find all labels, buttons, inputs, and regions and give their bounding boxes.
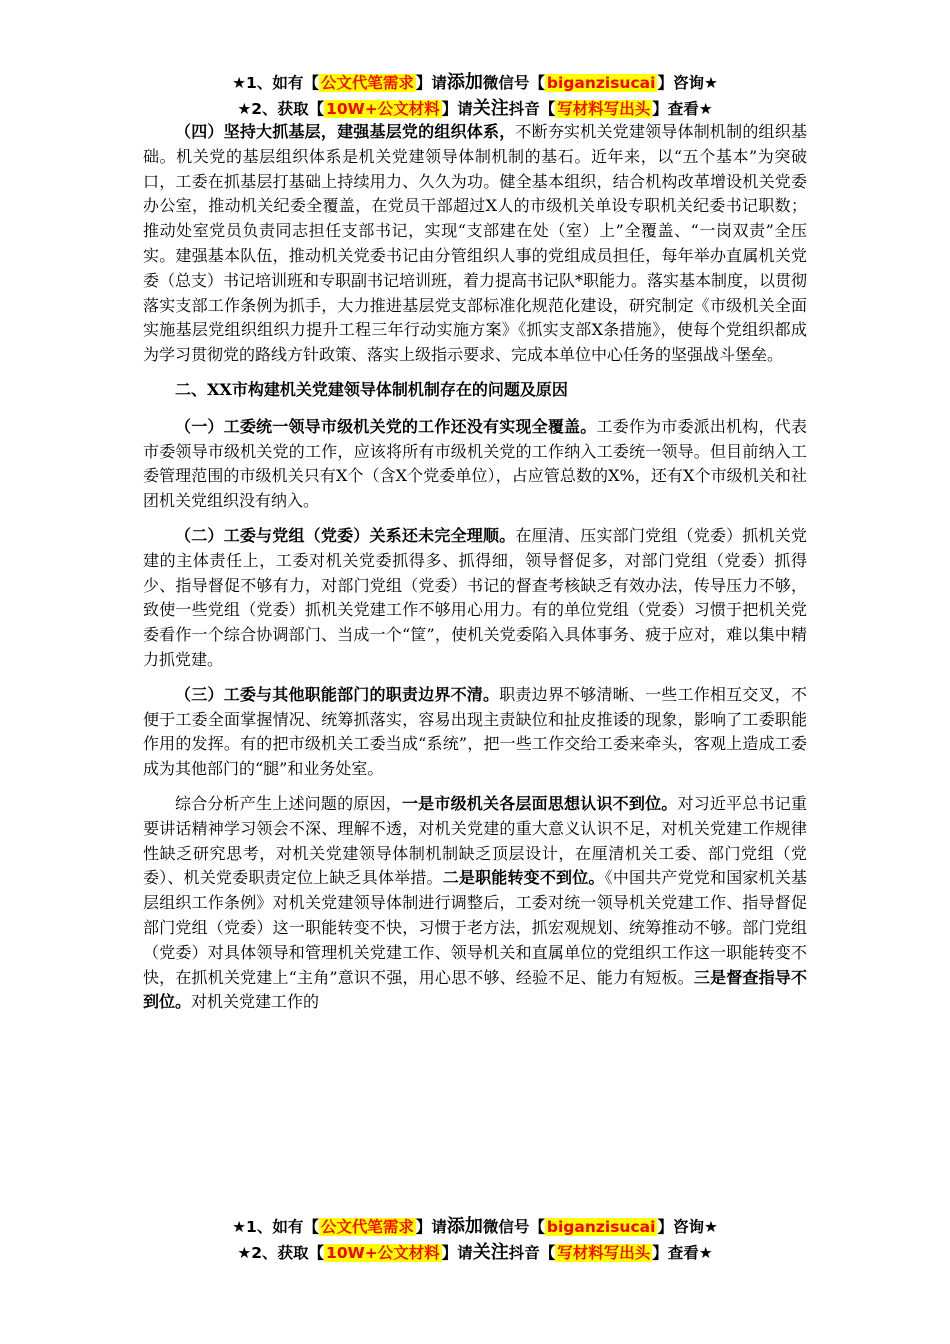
paragraph-text: 对习近平总书记重要讲话精神学习领会不深、理解不透，对机关党建的重大意义认识不足，对机关党建工作规律性缺乏研究思考，对机关党建领导体制机制缺乏顶层设计，在厘清机关工委、部门党组（党委）、机关党委职责定位上缺乏具体举措。 [143, 793, 807, 888]
cause-heading-2: 二是职能转变不到位。 [442, 868, 605, 888]
banner-text: 微信号【 [482, 74, 545, 92]
document-body [143, 120, 807, 1025]
banner-text: 】咨询★ [657, 1218, 718, 1236]
banner-line-2 [0, 96, 950, 122]
banner-text: 】请 [415, 74, 447, 92]
banner-highlight: 公文代笔需求 [320, 74, 414, 92]
banner-line-1 [0, 1214, 950, 1240]
paragraph-basic-organization [143, 120, 807, 368]
banner-wechat-id: biganzisucai [546, 74, 656, 92]
paragraph-heading: （三）工委与其他职能部门的职责边界不清。 [175, 684, 500, 704]
banner-highlight: 10W+公文材料 [326, 100, 440, 118]
banner-text: 抖音【 [508, 100, 556, 118]
paragraph-text: 在厘清、压实部门党组（党委）抓机关党建的主体责任上，工委对机关党委抓得多、抓得细，领导督促多，对部门党组（党委）抓得少、指导督促不够有力，对部门党组（党委）书记的督查考核缺乏有效办法，传导压力不够，致使一些党组（党委）抓机关党建工作不够用心用力。有的单位党组（党委）习惯于把机关党委看作一个综合协调部门、当成一个“筐”，使机关党委陷入具体事务、疲于应对，难以集中精力抓党建。 [143, 525, 807, 669]
paragraph-heading: （一）工委统一领导市级机关党的工作还没有实现全覆盖。 [175, 416, 597, 436]
banner-text: 】请 [441, 100, 473, 118]
banner-text: 】查看★ [652, 100, 713, 118]
footer-banner [0, 1214, 950, 1266]
banner-text: ★1、如有【 [232, 1218, 319, 1236]
banner-emphasis: 关注 [472, 98, 509, 119]
paragraph-text: 工委作为市委派出机构，代表市委领导市级机关党的工作，应该将所有市级机关党的工作纳入工委统一领导。但目前纳入工委管理范围的市级机关只有X个（含X个党委单位），占应管总数的X%，还有X个市级机关和社团机关党组织没有纳入。 [143, 416, 807, 511]
paragraph-text: 《中国共产党党和国家机关基层组织工作条例》对机关党建领导体制进行调整后，工委对统一领导机关党建工作、指导督促部门党组（党委）这一职能转变不快，习惯于老方法，抓宏观规划、统筹推动不够。部门党组（党委）对具体领导和管理机关党建工作、领导机关和直属单位的党组织工作这一职能转变不快，在抓机关党建上“主角”意识不强，用心思不够、经验不足、能力有短板。 [143, 868, 807, 987]
banner-text: 抖音【 [508, 1244, 556, 1262]
banner-text: ★2、获取【 [237, 100, 325, 118]
banner-text: ★1、如有【 [232, 74, 319, 92]
banner-text: 】请 [441, 1244, 473, 1262]
banner-highlight: 10W+公文材料 [326, 1244, 440, 1262]
paragraph-problem-1 [143, 415, 807, 514]
cause-heading-1: 一是市级机关各层面思想认识不到位。 [401, 793, 678, 813]
banner-emphasis: 关注 [472, 1242, 509, 1263]
section-heading: 二、XX市构建机关党建领导体制机制存在的问题及原因 [175, 379, 568, 399]
banner-highlight: 公文代笔需求 [320, 1218, 414, 1236]
paragraph-heading: （四）坚持大抓基层，建强基层党的组织体系， [175, 122, 516, 141]
paragraph-text: 对机关党建工作的 [191, 992, 320, 1012]
banner-text: 】请 [415, 1218, 447, 1236]
paragraph-problem-3 [143, 683, 807, 782]
banner-line-1 [0, 70, 950, 96]
banner-wechat-id: biganzisucai [546, 1218, 656, 1236]
cause-heading-3: 三是督查指导不到位。 [143, 967, 807, 1012]
banner-emphasis: 添加 [446, 1216, 483, 1237]
paragraph-text: 综合分析产生上述问题的原因， [175, 793, 402, 813]
paragraph-text: 职责边界不够清晰、一些工作相互交叉，不便于工委全面掌握情况、统筹抓落实，容易出现主责缺位和扯皮推诿的现象，影响了工委职能作用的发挥。有的把市级机关工委当成“系统”，把一些工作交给工委来牵头，客观上造成工委成为其他部门的“腿”和业务处室。 [143, 684, 807, 779]
paragraph-problem-2 [143, 524, 807, 673]
banner-douyin-id: 写材料写出头 [557, 1244, 651, 1262]
banner-line-2 [0, 1240, 950, 1266]
banner-text: 】咨询★ [657, 74, 718, 92]
banner-emphasis: 添加 [446, 72, 483, 93]
banner-text: 】查看★ [652, 1244, 713, 1262]
paragraph-text: 不断夯实机关党建领导体制机制的组织基础。机关党的基层组织体系是机关党建领导体制机制的基石。近年来，以“五个基本”为突破口，工委在抓基层打基础上持续用力、久久为功。健全基本组织，结合机构改革增设机关党委办公室，推动机关纪委全覆盖，在党员干部超过X人的市级机关单设专职机关纪委书记职数；推动处室党员负责同志担任支部书记，实现“支部建在处（室）上”全覆盖、“一岗双责”全压实。建强基本队伍，推动机关党委书记由分管组织人事的党组成员担任，每年举办直属机关党委（总支）书记培训班和专职副书记培训班，着力提高书记队*职能力。落实基本制度，以贯彻落实支部工作条例为抓手，大力推进基层党支部标准化规范化建设，研究制定《市级机关全面实施基层党组织组织力提升工程三年行动实施方案》《抓实支部X条措施》，使每个党组织都成为学习贯彻党的路线方针政策、落实上级指示要求、完成本单位中心任务的坚强战斗堡垒。 [143, 122, 808, 365]
banner-text: ★2、获取【 [237, 1244, 325, 1262]
paragraph-causes [143, 792, 807, 1015]
banner-text: 微信号【 [482, 1218, 545, 1236]
paragraph-heading: （二）工委与党组（党委）关系还未完全理顺。 [175, 525, 516, 545]
header-banner [0, 70, 950, 122]
banner-douyin-id: 写材料写出头 [557, 100, 651, 118]
